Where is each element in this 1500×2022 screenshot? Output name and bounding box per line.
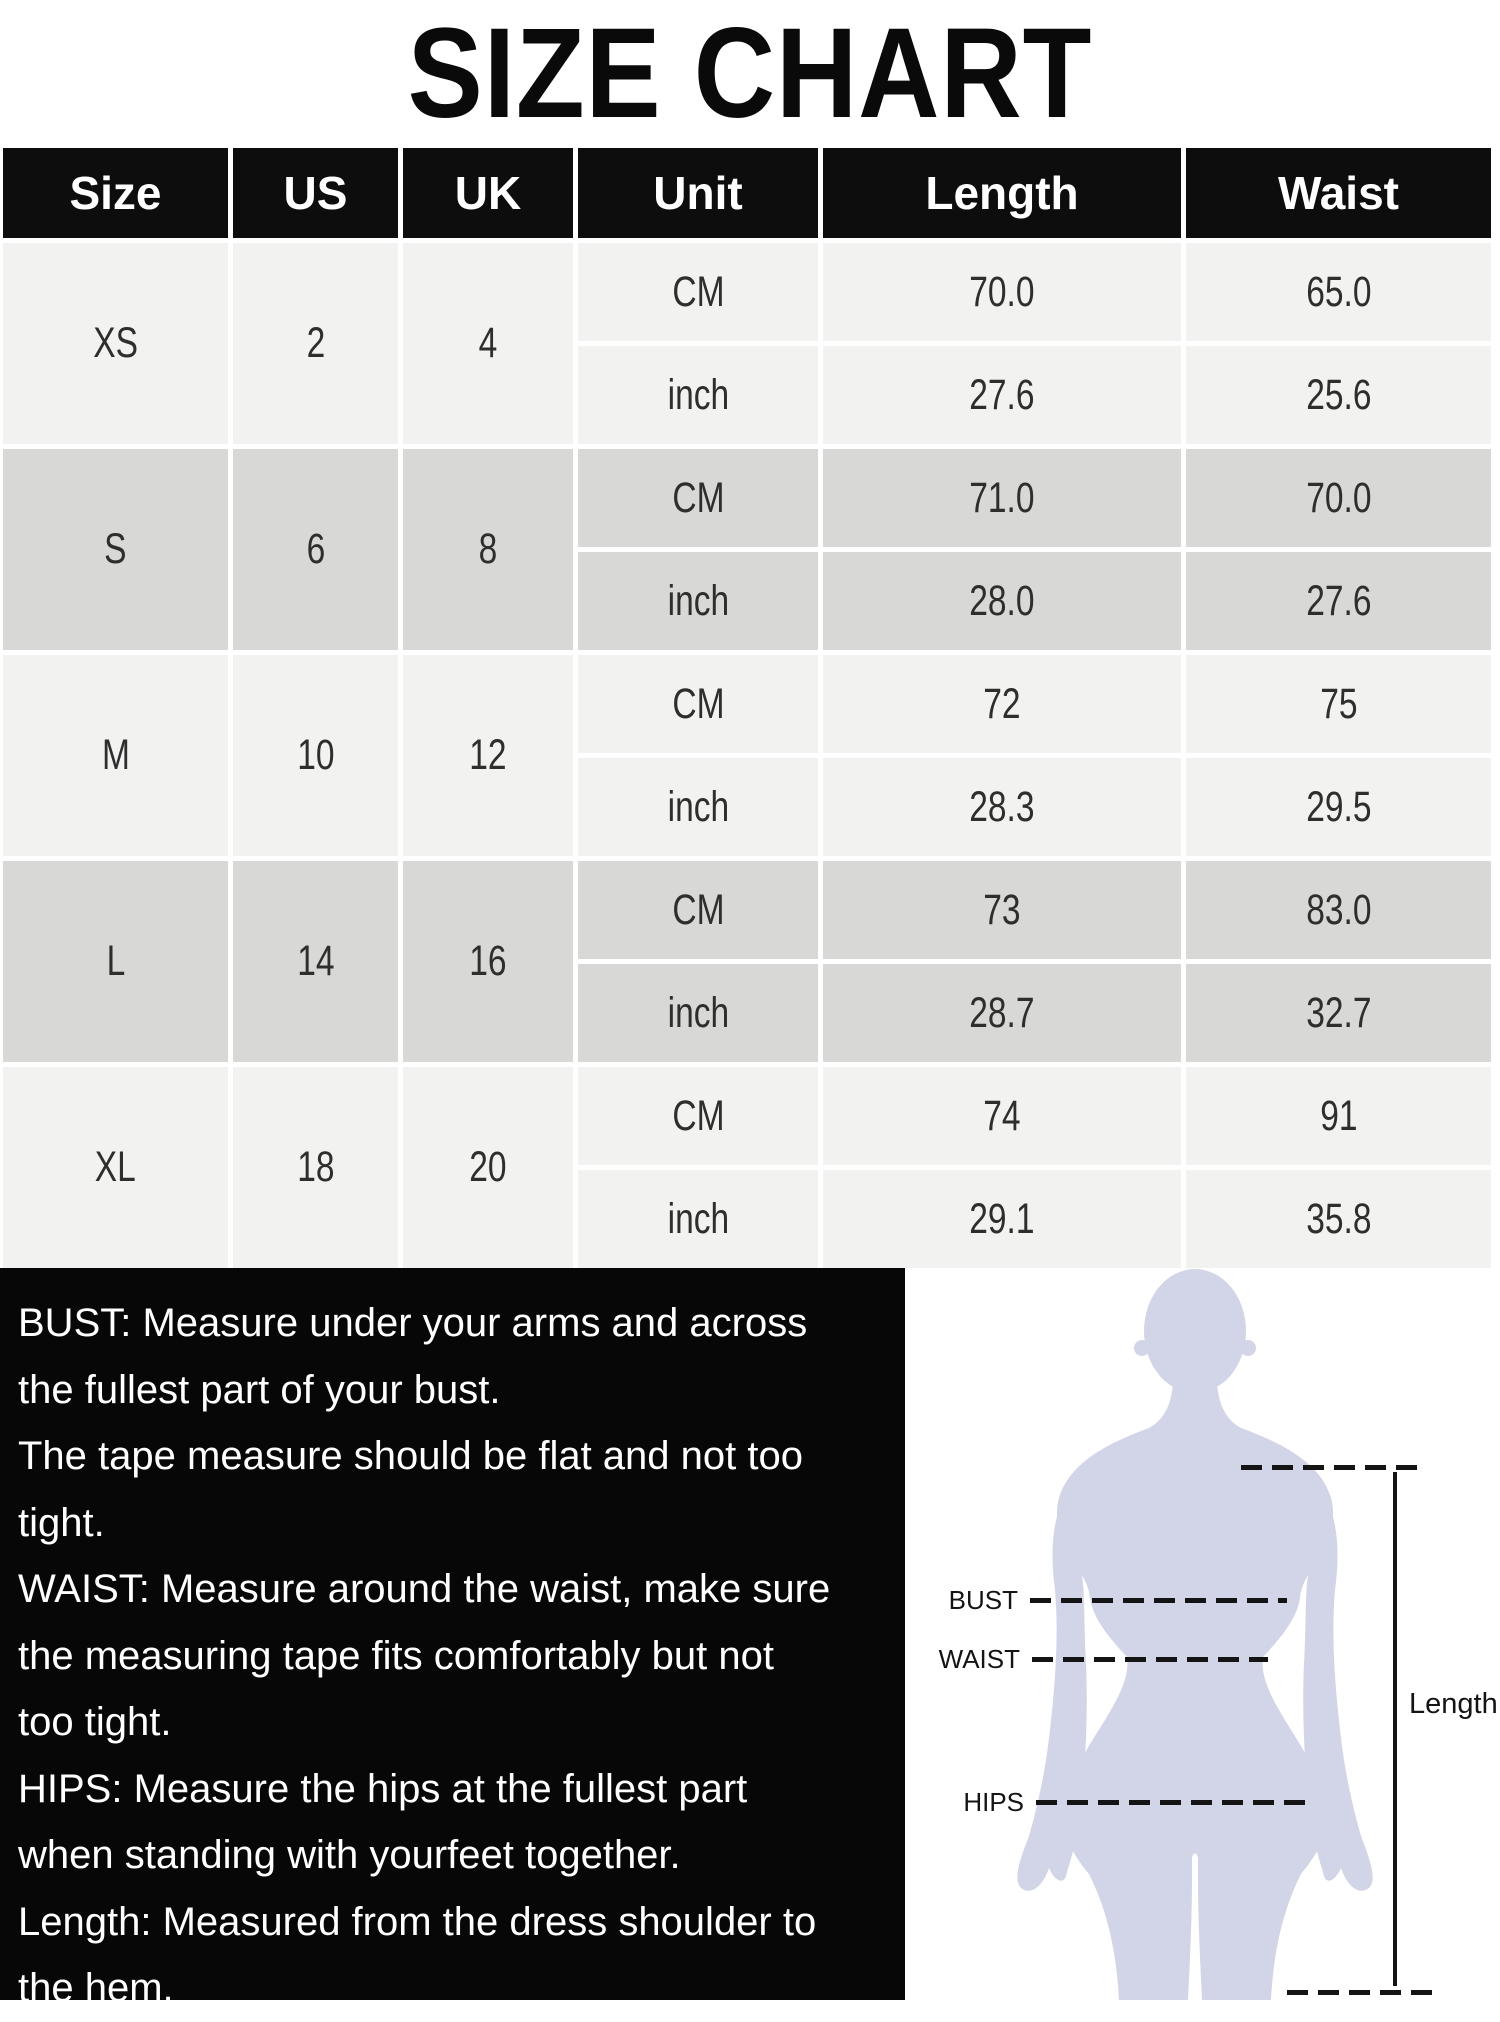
unit-cm-cell-l: CM	[578, 861, 818, 959]
header-cell-length: Length	[823, 148, 1181, 238]
size-cell-s: S	[3, 449, 228, 650]
uk-cell-l: 16	[403, 861, 573, 1062]
waist-inch-cell-l: 32.7	[1186, 964, 1491, 1062]
waist-inch-cell-xs: 25.6	[1186, 346, 1491, 444]
length-cm-cell-l: 73	[823, 861, 1181, 959]
note-line: too tight.	[18, 1700, 172, 1744]
waist-cm-cell-m: 75	[1186, 655, 1491, 753]
unit-inch-cell-m: inch	[578, 758, 818, 856]
size-cell-l: L	[3, 861, 228, 1062]
us-cell-xs: 2	[233, 243, 398, 444]
measurement-diagram	[905, 1268, 1500, 2000]
measurement-notes-panel	[0, 1268, 905, 2010]
page-title: SIZE CHART	[407, 2, 1093, 145]
us-cell-s: 6	[233, 449, 398, 650]
unit-cm-cell-s: CM	[578, 449, 818, 547]
note-line: WAIST: Measure around the waist, make sure	[18, 1567, 831, 1611]
body-silhouette	[905, 1268, 1500, 2000]
hips-dash-line	[1036, 1800, 1312, 1805]
unit-inch-cell-l: inch	[578, 964, 818, 1062]
unit-inch-cell-xl: inch	[578, 1170, 818, 1268]
waist-inch-cell-xl: 35.8	[1186, 1170, 1491, 1268]
note-line: Length: Measured from the dress shoulder to	[18, 1899, 817, 1944]
us-cell-m: 10	[233, 655, 398, 856]
note-line: the measuring tape fits comfortably but not	[18, 1633, 774, 1678]
waist-inch-cell-m: 29.5	[1186, 758, 1491, 856]
length-measure-line	[1393, 1472, 1397, 1986]
unit-inch-cell-xs: inch	[578, 346, 818, 444]
size-cell-xs: XS	[3, 243, 228, 444]
shoulder-dash-line	[1241, 1465, 1422, 1470]
unit-cm-cell-xl: CM	[578, 1067, 818, 1165]
unit-cm-cell-m: CM	[578, 655, 818, 753]
header-cell-waist: Waist	[1186, 148, 1491, 238]
size-cell-xl: XL	[3, 1067, 228, 1268]
length-label: Length	[1409, 1688, 1498, 1720]
length-cm-cell-xl: 74	[823, 1067, 1181, 1165]
note-line: tight.	[18, 1500, 105, 1545]
page-title-wrap	[0, 0, 1500, 148]
measurement-table	[3, 148, 1491, 1268]
note-line: BUST: Measure under your arms and across	[18, 1301, 808, 1345]
waist-cm-cell-xs: 65.0	[1186, 243, 1491, 341]
length-inch-cell-s: 28.0	[823, 552, 1181, 650]
bust-label: BUST	[948, 1585, 1018, 1615]
unit-inch-cell-s: inch	[578, 552, 818, 650]
waist-dash-line	[1032, 1657, 1268, 1662]
note-line: The tape measure should be flat and not too	[18, 1434, 803, 1478]
header-cell-uk: UK	[403, 148, 573, 238]
unit-cm-cell-xs: CM	[578, 243, 818, 341]
length-inch-cell-l: 28.7	[823, 964, 1181, 1062]
note-line: when standing with yourfeet together.	[18, 1833, 681, 1877]
waist-cm-cell-s: 70.0	[1186, 449, 1491, 547]
note-line: HIPS: Measure the hips at the fullest part	[18, 1766, 748, 1811]
waist-inch-cell-s: 27.6	[1186, 552, 1491, 650]
bust-dash-line	[1030, 1598, 1287, 1603]
waist-cm-cell-xl: 91	[1186, 1067, 1491, 1165]
header-cell-unit: Unit	[578, 148, 818, 238]
waist-label: WAIST	[938, 1644, 1020, 1674]
length-cm-cell-s: 71.0	[823, 449, 1181, 547]
length-cm-cell-xs: 70.0	[823, 243, 1181, 341]
uk-cell-xs: 4	[403, 243, 573, 444]
note-line: the fullest part of your bust.	[18, 1367, 501, 1412]
length-inch-cell-xl: 29.1	[823, 1170, 1181, 1268]
hips-label: HIPS	[963, 1787, 1024, 1817]
note-line: the hem.	[18, 1966, 174, 2010]
length-inch-cell-m: 28.3	[823, 758, 1181, 856]
us-cell-l: 14	[233, 861, 398, 1062]
uk-cell-s: 8	[403, 449, 573, 650]
length-cm-cell-m: 72	[823, 655, 1181, 753]
length-inch-cell-xs: 27.6	[823, 346, 1181, 444]
us-cell-xl: 18	[233, 1067, 398, 1268]
uk-cell-m: 12	[403, 655, 573, 856]
header-cell-us: US	[233, 148, 398, 238]
waist-cm-cell-l: 83.0	[1186, 861, 1491, 959]
hem-dash-line	[1287, 1990, 1441, 1995]
uk-cell-xl: 20	[403, 1067, 573, 1268]
header-cell-size: Size	[3, 148, 228, 238]
size-cell-m: M	[3, 655, 228, 856]
